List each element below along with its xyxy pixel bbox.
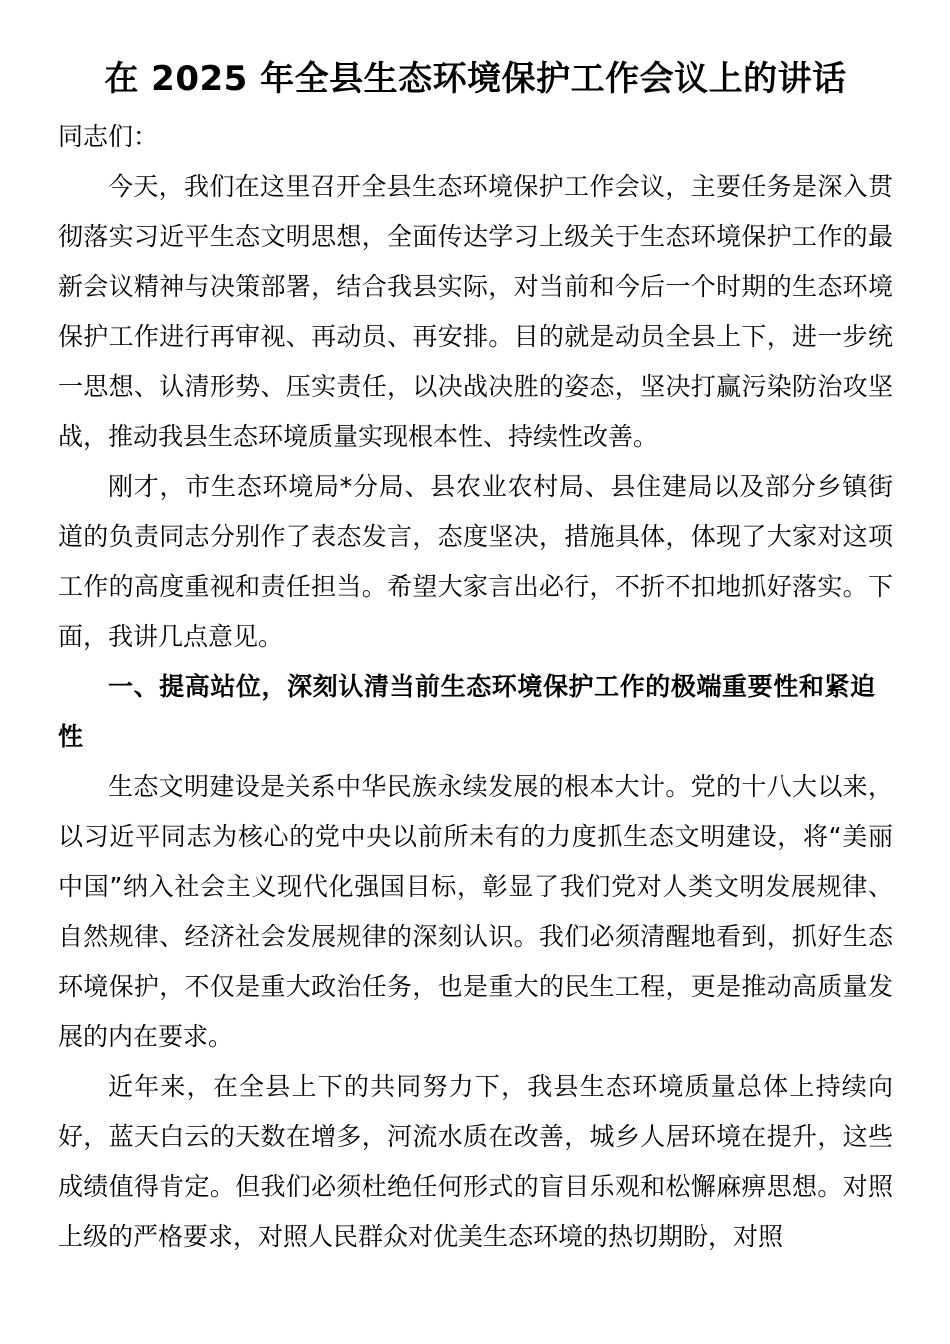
section-heading-1: 一、提高站位，深刻认清当前生态环境保护工作的极端重要性和紧迫性 [58, 672, 875, 751]
paragraph-remarks: 刚才，市生态环境局*分局、县农业农村局、县住建局以及部分乡镇街道的负责同志分别作了表态发言，态度坚决，措施具体，体现了大家对这项工作的高度重视和责任担当。希望大家言出必行，不折不扣地抓好落实。下面，我讲几点意见。 [58, 472, 893, 651]
salutation: 同志们： [58, 122, 159, 151]
paragraph-recent-years: 近年来，在全县上下的共同努力下，我县生态环境质量总体上持续向好，蓝天白云的天数在增多，河流水质在改善，城乡人居环境在提升，这些成绩值得肯定。但我们必须杜绝任何形式的盲目乐观和松懈麻痹思想。对照上级的严格要求，对照人民群众对优美生态环境的热切期盼，对照 [58, 1072, 893, 1251]
paragraph-eco-civilization: 生态文明建设是关系中华民族永续发展的根本大计。党的十八大以来，以习近平同志为核心的党中央以前所未有的力度抓生态文明建设，将“美丽中国”纳入社会主义现代化强国目标，彰显了我们党对人类文明发展规律、自然规律、经济社会发展规律的深刻认识。我们必须清醒地看到，抓好生态环境保护，不仅是重大政治任务，也是重大的民生工程，更是推动高质量发展的内在要求。 [58, 772, 893, 1051]
document-title: 在 2025 年全县生态环境保护工作会议上的讲话 [104, 59, 847, 99]
paragraph-opening: 今天，我们在这里召开全县生态环境保护工作会议，主要任务是深入贯彻落实习近平生态文明思想，全面传达学习上级关于生态环境保护工作的最新会议精神与决策部署，结合我县实际，对当前和今后一个时期的生态环境保护工作进行再审视、再动员、再安排。目的就是动员全县上下，进一步统一思想、认清形势、压实责任，以决战决胜的姿态，坚决打赢污染防治攻坚战，推动我县生态环境质量实现根本性、持续性改善。 [58, 172, 893, 451]
